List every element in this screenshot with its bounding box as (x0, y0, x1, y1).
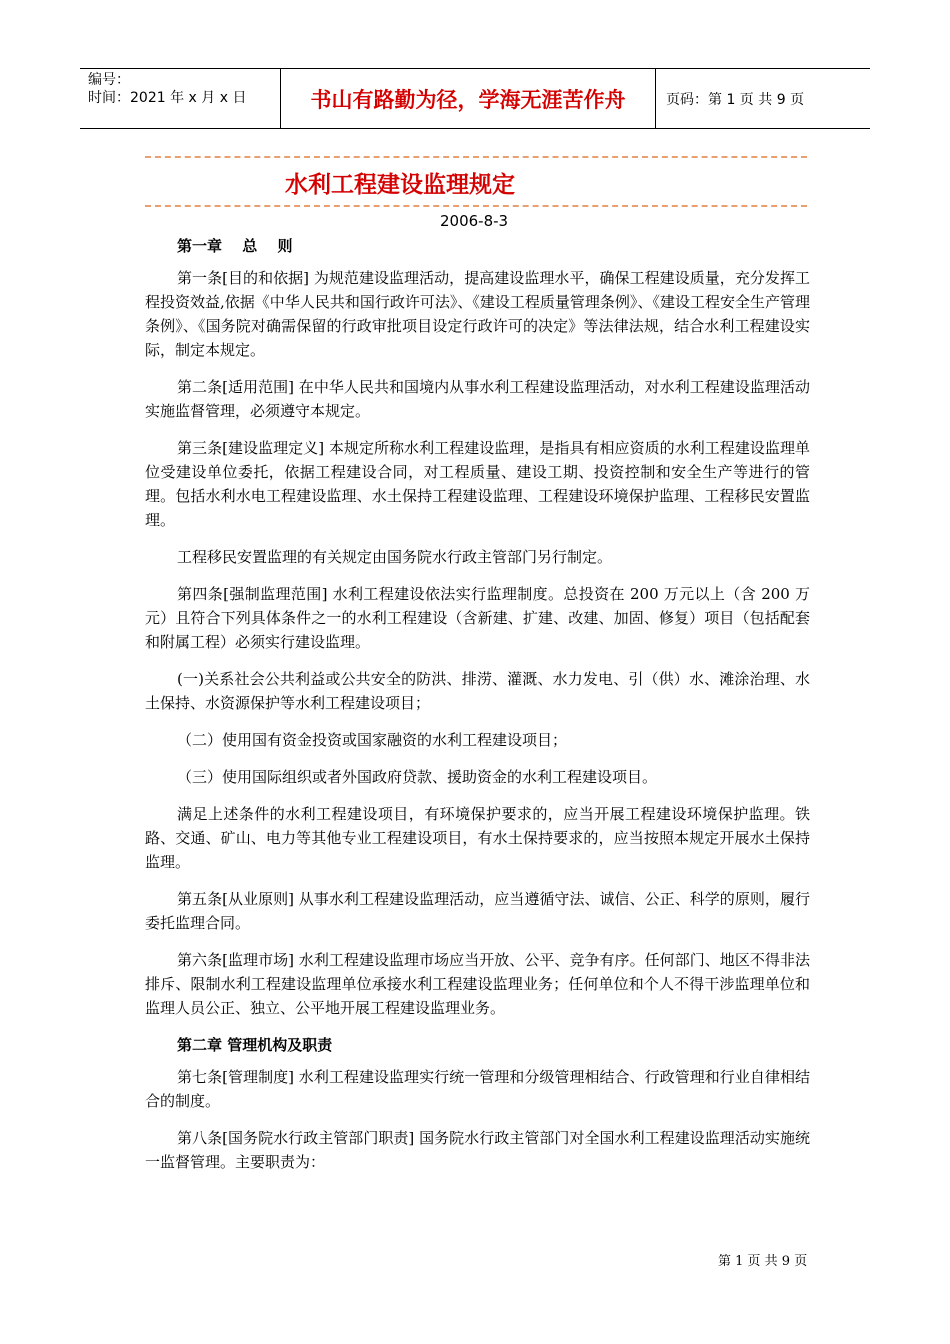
list-item: （二）使用国有资金投资或国家融资的水利工程建设项目； (177, 731, 568, 749)
header-left-cell (80, 69, 281, 128)
title-divider-top (145, 156, 807, 158)
list-item: (一)关系社会公共利益或公共安全的防洪、排涝、灌溉、水力发电、引（供）水、滩涂治理、水土保持、水资源保护等水利工程建设项目； (145, 670, 810, 712)
footer-page-number: 第 1 页 共 9 页 (718, 1254, 808, 1269)
list-item: （三）使用国际组织或者外国政府贷款、援助资金的水利工程建设项目。 (177, 768, 658, 786)
title-divider-bottom (145, 205, 807, 207)
article-paragraph: 满足上述条件的水利工程建设项目，有环境保护要求的，应当开展工程建设环境保护监理。铁路、交通、矿山、电力等其他专业工程建设项目，有水土保持要求的，应当按照本规定开展水土保持监理。 (145, 805, 810, 871)
number-label: 编号： (88, 72, 130, 88)
document-date: 2006-8-3 (440, 212, 509, 230)
article-paragraph: 第六条[监理市场] 水利工程建设监理市场应当开放、公平、竞争有序。任何部门、地区不得非法排斥、限制水利工程建设监理单位承接水利工程建设监理业务；任何单位和个人不得干涉监理单位和监理人员公正、独立、公平地开展工程建设监理业务。 (145, 951, 810, 1017)
chapter-heading: 第一章 总 则 (177, 237, 293, 255)
document-title: 水利工程建设监理规定 (285, 172, 515, 198)
header-page-info: 页码：第 1 页 共 9 页 (666, 91, 805, 108)
article-paragraph: 第四条[强制监理范围] 水利工程建设依法实行监理制度。总投资在 200 万元以上（含 200 万元）且符合下列具体条件之一的水利工程建设（含新建、扩建、改建、加固、修复）项目（包括配套和附属工程）必须实行建设监理。 (145, 585, 810, 651)
header-table (80, 68, 870, 129)
article-paragraph: 第一条[目的和依据] 为规范建设监理活动，提高建设监理水平，确保工程建设质量，充分发挥工程投资效益,依据《中华人民共和国行政许可法》、《建设工程质量管理条例》、《建设工程安全生产管理条例》、《国务院对确需保留的行政审批项目设定行政许可的决定》等法律法规，结合水利工程建设实际，制定本规定。 (145, 269, 810, 359)
article-paragraph: 第八条[国务院水行政主管部门职责] 国务院水行政主管部门对全国水利工程建设监理活动实施统一监督管理。主要职责为： (145, 1129, 810, 1171)
document-body (145, 234, 810, 1187)
article-paragraph: 第五条[从业原则] 从事水利工程建设监理活动，应当遵循守法、诚信、公正、科学的原则，履行委托监理合同。 (145, 890, 810, 932)
article-paragraph: 第三条[建设监理定义] 本规定所称水利工程建设监理，是指具有相应资质的水利工程建设监理单位受建设单位委托，依据工程建设合同，对工程质量、建设工期、投资控制和安全生产等进行的管理。包括水利水电工程建设监理、水土保持工程建设监理、工程建设环境保护监理、工程移民安置监理。 (145, 439, 810, 529)
time-label: 时间：2021 年 x 月 x 日 (88, 90, 247, 106)
article-paragraph: 第二条[适用范围] 在中华人民共和国境内从事水利工程建设监理活动，对水利工程建设监理活动实施监督管理，必须遵守本规定。 (145, 378, 810, 420)
article-paragraph: 工程移民安置监理的有关规定由国务院水行政主管部门另行制定。 (177, 548, 613, 566)
chapter-heading: 第二章 管理机构及职责 (177, 1036, 333, 1054)
header-motto: 书山有路勤为径，学海无涯苦作舟 (281, 69, 656, 128)
article-paragraph: 第七条[管理制度] 水利工程建设监理实行统一管理和分级管理相结合、行政管理和行业自律相结合的制度。 (145, 1068, 810, 1110)
